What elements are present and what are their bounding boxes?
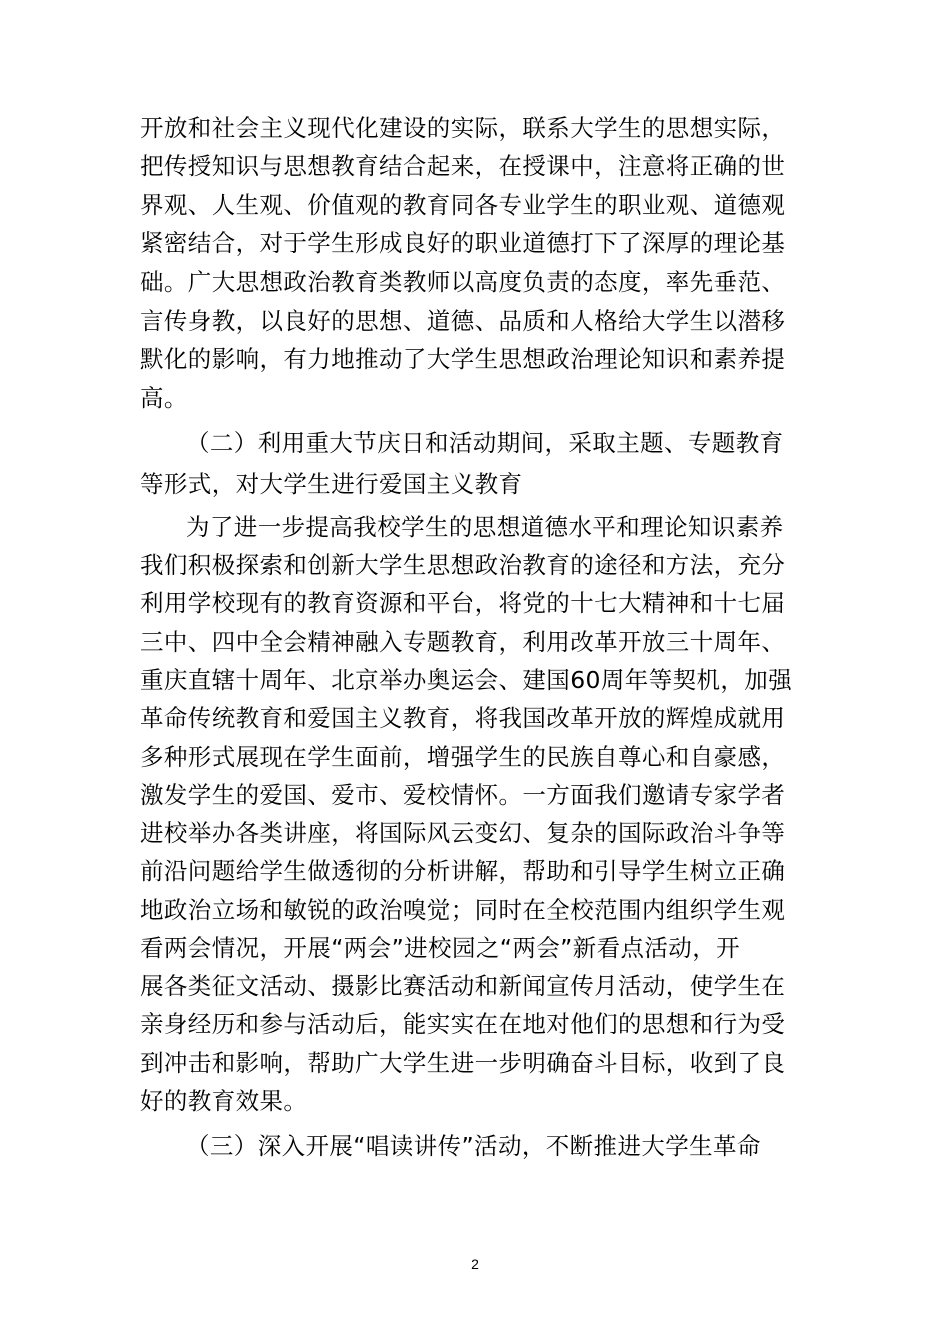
text-line: 激发学生的爱国、爱市、爱校情怀。一方面我们邀请专家学者 xyxy=(140,781,786,809)
text-line: 默化的影响，有力地推动了大学生思想政治理论知识和素养提 xyxy=(140,345,786,373)
text-line: 到冲击和影响，帮助广大学生进一步明确奋斗目标，收到了良 xyxy=(140,1049,786,1077)
section-heading-line: （二）利用重大节庆日和活动期间，采取主题、专题教育 xyxy=(186,429,784,457)
text-line: 革命传统教育和爱国主义教育，将我国改革开放的辉煌成就用 xyxy=(140,704,786,732)
text-line: 础。广大思想政治教育类教师以高度负责的态度，率先垂范、 xyxy=(140,268,786,296)
text-line: 进校举办各类讲座，将国际风云变幻、复杂的国际政治斗争等 xyxy=(140,819,786,847)
text-line: 多种形式展现在学生面前，增强学生的民族自尊心和自豪感， xyxy=(140,743,786,771)
text-line: 高。 xyxy=(140,384,188,412)
text-line: 三中、四中全会精神融入专题教育，利用改革开放三十周年、 xyxy=(140,628,786,656)
page-number: 2 xyxy=(471,1256,479,1272)
text-line: 言传身教，以良好的思想、道德、品质和人格给大学生以潜移 xyxy=(140,307,786,335)
text-line: 开放和社会主义现代化建设的实际，联系大学生的思想实际， xyxy=(140,114,786,142)
text-line: 看两会情况，开展“两会”进校园之“两会”新看点活动，开 xyxy=(140,934,740,962)
text-line: 前沿问题给学生做透彻的分析讲解，帮助和引导学生树立正确 xyxy=(140,857,786,885)
text-line: 亲身经历和参与活动后，能实实在在地对他们的思想和行为受 xyxy=(140,1010,786,1038)
text-line: 界观、人生观、价值观的教育同各专业学生的职业观、道德观 xyxy=(140,191,786,219)
text-line: 展各类征文活动、摄影比赛活动和新闻宣传月活动，使学生在 xyxy=(140,972,786,1000)
text-line: 好的教育效果。 xyxy=(140,1087,308,1115)
text-line: 利用学校现有的教育资源和平台，将党的十七大精神和十七届 xyxy=(140,589,786,617)
section-heading-line: （三）深入开展“唱读讲传”活动，不断推进大学生革命 xyxy=(186,1132,761,1160)
text-line: 重庆直辖十周年、北京举办奥运会、建国60周年等契机，加强 xyxy=(140,666,793,694)
text-line: 我们积极探索和创新大学生思想政治教育的途径和方法，充分 xyxy=(140,551,786,579)
text-line: 地政治立场和敏锐的政治嗅觉；同时在全校范围内组织学生观 xyxy=(140,896,786,924)
text-line: 把传授知识与思想教育结合起来，在授课中，注意将正确的世 xyxy=(140,152,786,180)
section-heading-line: 等形式，对大学生进行爱国主义教育 xyxy=(140,470,523,498)
text-line: 为了进一步提高我校学生的思想道德水平和理论知识素养 xyxy=(186,513,784,541)
text-line: 紧密结合，对于学生形成良好的职业道德打下了深厚的理论基 xyxy=(140,229,786,257)
